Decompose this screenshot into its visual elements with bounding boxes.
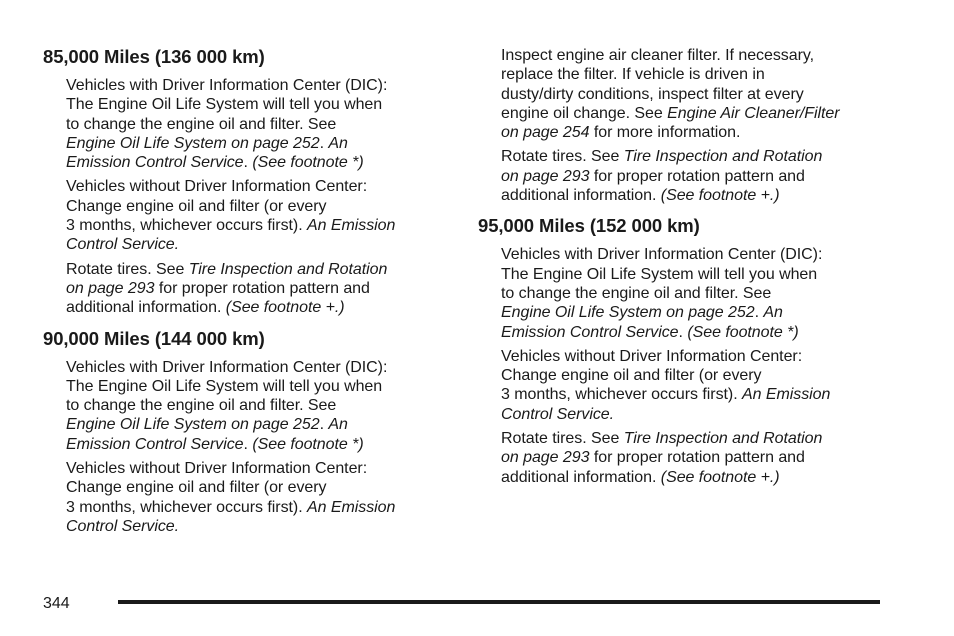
italic-reference: Tire Inspection and Rotation [623,148,823,166]
text-run: for proper rotation pattern and [589,167,805,185]
schedule-section [478,215,898,487]
italic-reference: (See footnote *) [687,323,799,341]
italic-reference: An Emission [742,386,831,404]
italic-reference: Engine Oil Life System on page 252 [66,416,320,434]
schedule-section [478,46,898,205]
left-column [43,46,448,546]
text-run: . [754,304,764,322]
body-paragraph [501,347,898,424]
section-heading: 90,000 Miles (144 000 km) [43,327,265,349]
body-paragraph [501,245,898,341]
italic-reference: Control Service. [501,405,615,423]
body-paragraph [66,177,448,254]
text-run: Inspect engine air cleaner filter. If necessary, [501,47,815,64]
text-run: for proper rotation pattern and [154,279,370,297]
text-run: Change engine oil and filter (or every [66,479,327,497]
right-column [478,46,898,497]
italic-reference: An [763,304,783,322]
text-run: replace the filter. If vehicle is driven in [501,66,765,84]
text-run: to change the engine oil and filter. See [66,397,337,415]
italic-reference: An Emission [307,217,396,235]
schedule-section [43,46,448,318]
italic-reference: An [328,416,348,434]
text-run: for proper rotation pattern and [589,449,805,467]
body-paragraph [66,260,448,318]
text-run: engine oil change. See [501,104,668,122]
italic-reference: (See footnote +.) [660,468,780,486]
italic-reference: Emission Control Service [66,435,244,453]
body-paragraph [66,358,448,454]
text-run: The Engine Oil Life System will tell you when [501,265,818,283]
italic-reference: Engine Air Cleaner/Filter [667,104,840,122]
italic-reference: Engine Oil Life System on page 252 [66,134,320,152]
italic-reference: on page 293 [501,449,590,467]
section-body [66,358,448,537]
text-run: The Engine Oil Life System will tell you when [66,96,383,114]
italic-reference: Emission Control Service [501,323,679,341]
text-run: for more information. [589,124,741,142]
body-paragraph [501,147,898,205]
section-body [501,46,898,205]
italic-reference: on page 254 [501,124,590,142]
text-run: to change the engine oil and filter. See [501,284,772,302]
italic-reference: on page 293 [66,279,155,297]
text-run: additional information. [501,187,661,205]
text-run: 3 months, whichever occurs first). [501,386,742,404]
page-number: 344 [43,595,70,612]
text-run: 3 months, whichever occurs first). [66,217,307,235]
text-run: Change engine oil and filter (or every [501,367,762,385]
body-paragraph [66,76,448,172]
section-body [501,245,898,487]
italic-reference: Control Service. [66,236,180,254]
text-run: Rotate tires. See [66,260,189,278]
text-run: 3 months, whichever occurs first). [66,498,307,516]
italic-reference: (See footnote +.) [225,299,345,317]
text-run: . [243,435,253,453]
italic-reference: Control Service. [66,517,180,535]
text-run: . [678,323,688,341]
text-run: Vehicles without Driver Information Center: [66,178,368,196]
text-run: dusty/dirty conditions, inspect filter at every [501,85,804,103]
italic-reference: Emission Control Service [66,154,244,172]
body-paragraph [66,459,448,536]
body-paragraph [501,46,898,142]
italic-reference: (See footnote *) [252,435,364,453]
section-heading: 95,000 Miles (152 000 km) [478,215,700,237]
text-run: Rotate tires. See [501,148,624,166]
italic-reference: An [328,134,348,152]
italic-reference: Tire Inspection and Rotation [188,260,388,278]
text-run: additional information. [66,299,226,317]
text-run: Rotate tires. See [501,430,624,448]
body-paragraph [501,429,898,487]
text-run: . [243,154,253,172]
italic-reference: on page 293 [501,167,590,185]
text-run: additional information. [501,468,661,486]
text-run: Vehicles with Driver Information Center (DIC): [501,246,823,264]
footer-rule [118,600,880,604]
text-run: to change the engine oil and filter. See [66,115,337,133]
text-run: Vehicles with Driver Information Center (DIC): [66,77,388,94]
italic-reference: (See footnote *) [252,154,364,172]
text-run: Vehicles with Driver Information Center (DIC): [66,358,388,376]
schedule-section [43,328,448,537]
section-body [66,76,448,318]
italic-reference: Engine Oil Life System on page 252 [501,304,755,322]
italic-reference: Tire Inspection and Rotation [623,430,823,448]
italic-reference: (See footnote +.) [660,187,780,205]
section-heading: 85,000 Miles (136 000 km) [43,46,265,67]
text-run: Vehicles without Driver Information Center: [501,347,803,365]
text-run: The Engine Oil Life System will tell you when [66,377,383,395]
text-run: Change engine oil and filter (or every [66,197,327,215]
text-run: . [319,134,329,152]
text-run: . [319,416,329,434]
italic-reference: An Emission [307,498,396,516]
text-run: Vehicles without Driver Information Center: [66,460,368,478]
